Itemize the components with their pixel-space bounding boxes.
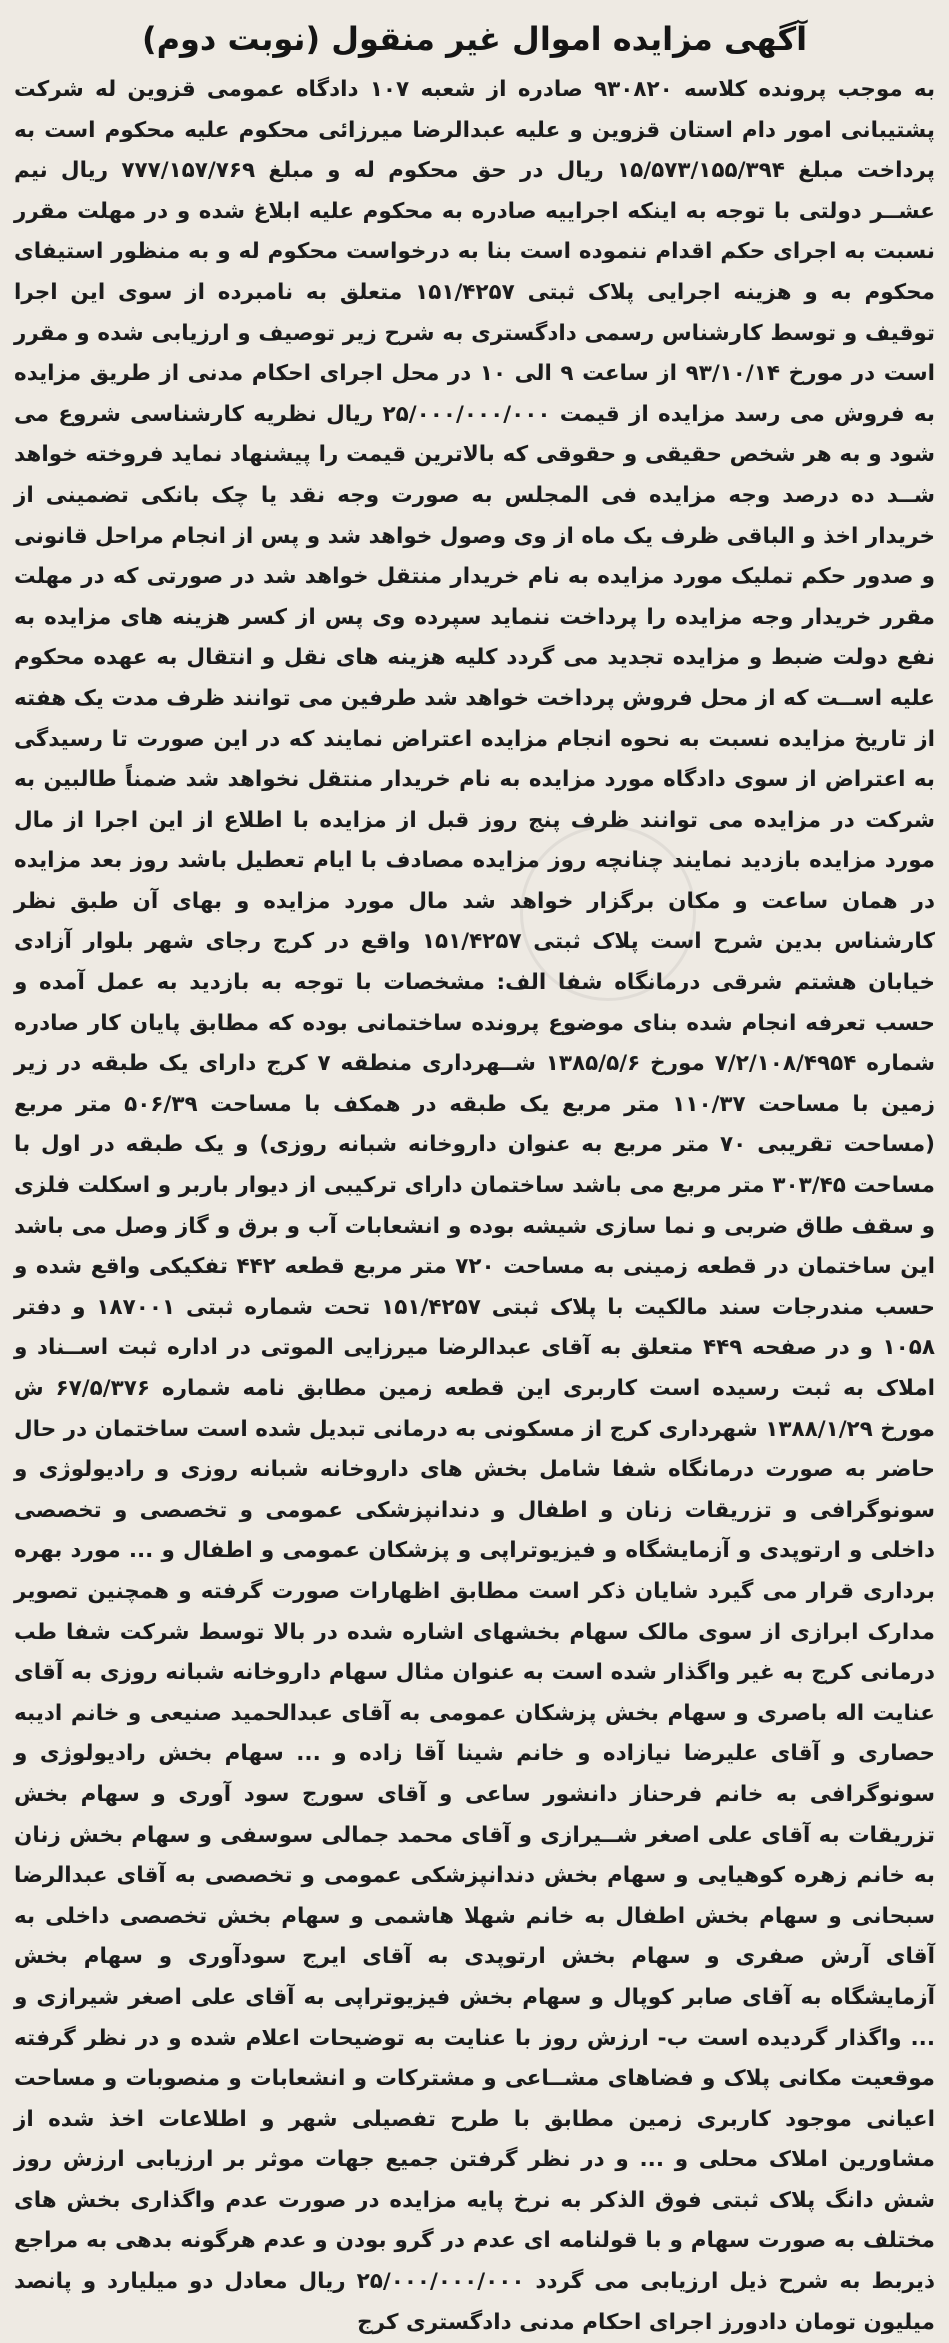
notice-body: به موجب پرونده کلاسه ۹۳۰۸۲۰ صادره از شعبه ۱۰۷ دادگاه عمومی قزوین له شرکت پشتیبانی امور دام استان قزوین و علیه عبدالرضا میرزائی محکوم علیه محکوم است به پرداخت مبلغ ۱۵/۵۷۳/۱۵۵/۳۹۴ ریال در حق محکوم له و مبلغ ۷۷۷/۱۵۷/۷۶۹ ریال نیم عشــر دولتی با توجه به اینکه اجراییه صادره به محکوم علیه ابلاغ شده و در مهلت مقرر نسبت به اجرای حکم اقدام ننموده است بنا به درخواست محکوم له و به منظور استیفای محکوم به و هزینه اجرایی پلاک ثبتی ۱۵۱/۴۲۵۷ متعلق به نامبرده از سوی این اجرا توقیف و توسط کارشناس رسمی دادگستری به شرح زیر توصیف و ارزیابی شده و مقرر است در مورخ ۹۳/۱۰/۱۴ از ساعت ۹ الی ۱۰ در محل اجرای احکام مدنی از طریق مزایده به فروش می رسد مزایده از قیمت ۲۵/۰۰۰/۰۰۰/۰۰۰ ریال نظریه کارشناسی شروع می شود و به هر شخص حقیقی و حقوقی که بالاترین قیمت را پیشنهاد نماید فروخته خواهد شــد ده درصد وجه مزایده فی المجلس به صورت وجه نقد یا چک بانکی تضمینی از خریدار اخذ و الباقی ظرف یک ماه از وی وصول خواهد شد و پس از انجام مراحل قانونی و صدور حکم تملیک مورد مزایده به نام خریدار منتقل خواهد شد در صورتی که در مهلت مقرر خریدار وجه مزایده را پرداخت ننماید سپرده وی پس از کسر هزینه های مزایده به نفع دولت ضبط و مزایده تجدید می گردد کلیه هزینه های نقل و انتقال به عهده محکوم علیه اســت که از محل فروش پرداخت خواهد شد طرفین می توانند ظرف مدت یک هفته از تاریخ مزایده نسبت به نحوه انجام مزایده اعتراض نمایند که در این صورت تا رسیدگی به اعتراض از سوی دادگاه مورد مزایده به نام خریدار منتقل نخواهد شد ضمناً طالبین به شرکت در مزایده می توانند ظرف پنج روز قبل از مزایده با اطلاع از این اجرا از مال مورد مزایده بازدید نمایند چنانچه روز مزایده مصادف با ایام تعطیل باشد روز بعد مزایده در همان ساعت و مکان برگزار خواهد شد مال مورد مزایده و بهای آن طبق نظر کارشناس بدین شرح است پلاک ثبتی ۱۵۱/۴۲۵۷ واقع در کرج رجای شهر بلوار آزادی خیابان هشتم شرقی درمانگاه شفا الف: مشخصات با توجه به بازدید به عمل آمده و حسب تعرفه انجام شده بنای موضوع پرونده ساختمانی بوده که مطابق پایان کار صادره شماره ۷/۲/۱۰۸/۴۹۵۴ مورخ ۱۳۸۵/۵/۶ شــهرداری منطقه ۷ کرج دارای یک طبقه در زیر زمین با مساحت ۱۱۰/۳۷ متر مربع یک طبقه در همکف با مساحت ۵۰۶/۳۹ متر مربع (مساحت تقریبی ۷۰ متر مربع به عنوان داروخانه شبانه روزی) و یک طبقه در اول با مساحت ۳۰۳/۴۵ متر مربع می باشد ساختمان دارای ترکیبی از دیوار باربر و اسکلت فلزی و سقف طاق ضربی و نما سازی شیشه بوده و انشعابات آب و برق و گاز وصل می باشد این ساختمان در قطعه زمینی به مساحت ۷۲۰ متر مربع قطعه ۴۴۲ تفکیکی واقع شده و حسب مندرجات سند مالکیت با پلاک ثبتی ۱۵۱/۴۲۵۷ تحت شماره ثبتی ۱۸۷۰۰۱ و دفتر ۱۰۵۸ و در صفحه ۴۴۹ متعلق به آقای عبدالرضا میرزایی الموتی در اداره ثبت اســناد و املاک به ثبت رسیده است کاربری این قطعه زمین مطابق نامه شماره ۶۷/۵/۳۷۶ ش مورخ ۱۳۸۸/۱/۲۹ شهرداری کرج از مسکونی به درمانی تبدیل شده است ساختمان در حال حاضر به صورت درمانگاه شفا شامل بخش های داروخانه شبانه روزی و رادیولوژی و سونوگرافی و تزریقات زنان و اطفال و دندانپزشکی عمومی و تخصصی و تخصصی داخلی و ارتوپدی و آزمایشگاه و فیزیوتراپی و پزشکان عمومی و اطفال و ... مورد بهره برداری قرار می گیرد شایان ذکر است مطابق اظهارات صورت گرفته و همچنین تصویر مدارک ابرازی از سوی مالک سهام بخشهای اشاره شده در بالا توسط شرکت شفا طب درمانی کرج به غیر واگذار شده است به عنوان مثال سهام داروخانه شبانه روزی به آقای عنایت اله باصری و سهام بخش پزشکان عمومی به آقای عبدالحمید صنیعی و خانم ادیبه حصاری و آقای علیرضا نیازاده و خانم شینا آقا زاده و ... سهام بخش رادیولوژی و سونوگرافی به خانم فرحناز دانشور ساعی و آقای سورج سود آوری و سهام بخش تزریقات به آقای علی اصغر شــیرازی و آقای محمد جمالی سوسفی و سهام بخش زنان به خانم زهره کوهیایی و سهام بخش دندانپزشکی عمومی و تخصصی به آقای عبدالرضا سبحانی و سهام بخش اطفال به خانم شهلا هاشمی و سهام بخش تخصصی داخلی به آقای آرش صفری و سهام بخش ارتوپدی به آقای ایرج سودآوری و سهام بخش آزمایشگاه به آقای صابر کوپال و سهام بخش فیزیوتراپی به آقای علی اصغر شیرازی و ... واگذار گردیده است ب- ارزش روز با عنایت به توضیحات اعلام شده و در نظر گرفته موقعیت مکانی پلاک و فضاهای مشــاعی و مشترکات و انشعابات و منصوبات و مساحت اعیانی موجود کاربری زمین مطابق با طرح تفصیلی شهر و اطلاعات اخذ شده از مشاورین املاک محلی و ... و در نظر گرفتن جمیع جهات موثر بر ارزیابی ارزش روز شش دانگ پلاک ثبتی فوق الذکر به نرخ پایه مزایده در صورت عدم واگذاری بخش های مختلف به صورت سهام و با قولنامه ای عدم در گرو بودن و عدم هرگونه بدهی به مراجع ذیربط به شرح ذیل ارزیابی می گردد ۲۵/۰۰۰/۰۰۰/۰۰۰ ریال معادل دو میلیارد و پانصد میلیون تومان دادورز اجرای احکام مدنی دادگستری کرج: [14, 77, 936, 2335]
notice-title: آگهی مزایده اموال غیر منقول (نوبت دوم): [141, 20, 808, 58]
